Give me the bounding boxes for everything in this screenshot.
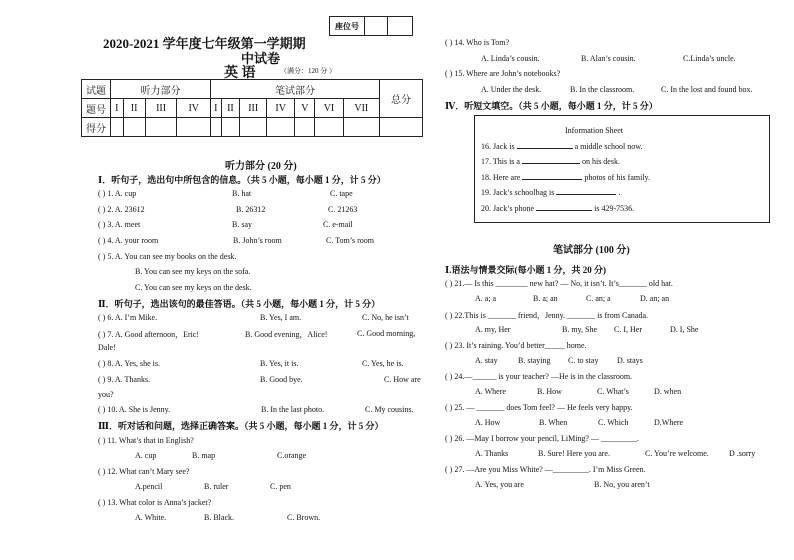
option-a: A. Yes, you are [475,480,524,489]
section4-title: Ⅳ．听短文填空。（共 5 小题，每小题 1 分，计 5 分） [445,101,658,111]
option-b: B. Black. [204,513,234,522]
blank-17[interactable] [522,163,580,164]
option-a: A. Thanks [475,449,509,458]
fill-suffix: a middle school now. [574,142,643,151]
option-b: B. In the last photo. [261,405,325,414]
question-3: ( ) 3. A. meet [98,220,141,229]
section3-title: Ⅲ．听对话和问题，选择正确答案。（共 5 小题，每小题 1 分，计 5 分） [98,421,384,431]
option-b: B. Sure! Here you are. [538,449,610,458]
option-b: B. staying [518,356,551,365]
col-header-total: 总分 [380,80,423,118]
option-b: B. Good bye. [260,375,303,384]
question-22: ( ) 22.This is _______ friend，Jenny. _______ is from Canada. [445,311,649,320]
option-c: C. Which [598,418,629,427]
listening-num: I [111,99,124,118]
question-9: ( ) 9. A. Thanks. [98,375,151,384]
score-table [81,79,423,137]
option-b: B. Alan’s cousin. [581,54,636,63]
option-b: B. map [192,451,216,460]
option-b: B. How [537,387,562,396]
score-cell[interactable] [267,118,295,137]
option-b: B. ruler [204,482,229,491]
option-a: A. my, Her [475,325,511,334]
option-a: A. Under the desk. [481,85,542,94]
option-c: C. How are [384,375,421,384]
col-header-listening: 听力部分 [111,80,211,99]
option-c: C. an; a [586,294,611,303]
question-21: ( ) 21.— Is this ________ new hat? — No, it isn’t. It’s_______ old hat. [445,279,673,288]
option-d: D .sorry [729,449,756,458]
col-header-item: 试题 [82,80,111,99]
score-cell[interactable] [380,118,423,137]
option-a: A. Where [475,387,506,396]
option-b: B. No, you aren’t [594,480,650,489]
option-a: A. cup [135,451,157,460]
option-b: B. my, She [562,325,598,334]
question-10: ( ) 10. A. She is Jenny. [98,405,171,414]
option-c-wrap: you? [98,390,114,399]
option-a: A.pencil [135,482,163,491]
question-24: ( ) 24.—______ is your teacher? —He is in the classroom. [445,372,633,381]
fill-line-19 [481,188,620,197]
listening-num: II [123,99,145,118]
option-b: B. say [232,220,252,229]
option-b: B. Yes, it is. [260,359,299,368]
question-2: ( ) 2. A. 23612 [98,205,145,214]
seat-number-box [329,16,413,36]
option-c: C. to stay [568,356,599,365]
option-c: C. e-mail [323,220,353,229]
option-c: C. tape [330,189,353,198]
score-cell[interactable] [295,118,315,137]
option-c: C. No, he isn’t [362,313,409,322]
fill-line-17 [481,157,620,166]
option-b: B. John’s room [233,236,282,245]
option-c: C. Good morning, [357,329,416,338]
score-cell[interactable] [177,118,211,137]
option-d: D. I, She [670,325,699,334]
question-1: ( ) 1. A. cup [98,189,137,198]
score-cell[interactable] [210,118,221,137]
question-25: ( ) 25. — _______ does Tom feel? — He feels very happy. [445,403,633,412]
fill-suffix: . [618,188,621,197]
option-a: A. stay [475,356,498,365]
score-note: （满分：120 分 ） [280,67,336,75]
fill-line-16 [481,142,642,151]
score-cell[interactable] [145,118,177,137]
option-b: B. When [539,418,568,427]
question-12: ( ) 12. What can’t Mary see? [98,467,190,476]
question-13: ( ) 13. What color is Anna’s jacket? [98,498,212,507]
blank-18[interactable] [522,179,582,180]
exam-title: 2020-2021 学年度七年级第一学期期 [103,36,306,51]
writing-num: I [210,99,221,118]
section1-title: Ⅰ．听句子，选出句中所包含的信息。（共 5 小题，每小题 1 分，计 5 分） [98,175,386,185]
listening-num: III [145,99,177,118]
writing-num: II [221,99,240,118]
writing-num: III [240,99,267,118]
option-c: C. Yes, he is. [362,359,404,368]
info-sheet-title: Information Sheet [565,126,623,135]
option-b: B. hat [232,189,252,198]
row-label-score: 得分 [82,118,111,137]
blank-19[interactable] [556,194,616,195]
score-cell[interactable] [111,118,124,137]
option-d: D. stays [617,356,643,365]
listening-num: IV [177,99,211,118]
score-cell[interactable] [240,118,267,137]
listening-heading: 听力部分 (20 分) [225,161,297,172]
option-b: B. You can see my keys on the sofa. [135,267,251,276]
option-d: D. when [654,387,682,396]
row-label-number: 题号 [82,99,111,118]
fill-suffix: on his desk. [581,157,620,166]
option-d: D. an; an [640,294,670,303]
option-b: B. Yes, I am. [260,313,302,322]
col-header-writing: 笔试部分 [210,80,379,99]
question-11: ( ) 11. What’s that in English? [98,436,194,445]
exam-subtitle: 中试卷 [241,51,281,66]
fill-suffix: photos of his family. [584,173,651,182]
score-cell[interactable] [343,118,379,137]
option-c: C. You’re welcome. [645,449,709,458]
option-c: C.orange [277,451,307,460]
option-b: B. Good evening，Alice! [245,330,328,339]
writing-heading: 笔试部分 (100 分) [553,245,630,256]
seat-label: 座位号 [330,17,365,36]
question-7: ( ) 7. A. Good afternoon，Eric! [98,330,200,339]
option-c: C. I, Her [614,325,642,334]
question-15: ( ) 15. Where are John’s notebooks? [445,69,561,78]
writing-num: VI [315,99,343,118]
blank-16[interactable] [517,148,573,149]
question-23: ( ) 23. It’s raining. You’d better_____ home. [445,341,587,350]
option-c: C. pen [270,482,291,491]
seat-cell[interactable] [388,17,413,36]
fill-prefix: 20. Jack’s phone [481,204,535,213]
option-c: C. Brown. [287,513,321,522]
question-26: ( ) 26. —May I borrow your pencil, LiMing? — _________. [445,434,639,443]
fill-prefix: 18. Here are [481,173,521,182]
question-6: ( ) 6. A. I’m Mike. [98,313,158,322]
option-c: C. 21263 [328,205,358,214]
option-a: A. White. [135,513,167,522]
question-27: ( ) 27. —Are you Miss White? —_________. I’m Miss Green. [445,465,646,474]
option-c: C. My cousins. [365,405,414,414]
question-5: ( ) 5. A. You can see my books on the desk. [98,252,237,261]
option-b: B. a; an [533,294,558,303]
question-8: ( ) 8. A. Yes, she is. [98,359,161,368]
fill-prefix: 16. Jack is [481,142,515,151]
score-cell[interactable] [221,118,240,137]
fill-prefix: 17. This is a [481,157,520,166]
option-c: C.Linda’s uncle. [683,54,736,63]
option-c: C. You can see my keys on the desk. [135,283,252,292]
score-cell[interactable] [315,118,343,137]
question-4: ( ) 4. A. your room [98,236,159,245]
fill-line-18 [481,173,650,182]
option-b: B. 26312 [236,205,266,214]
option-d: D.Where [654,418,684,427]
option-b: B. In the classroom. [570,85,635,94]
seat-cell[interactable] [365,17,388,36]
option-a: A. a; a [475,294,497,303]
fill-line-20 [481,204,634,213]
option-c-wrap: Dale! [98,343,116,352]
subject-title: 英 语 [224,66,256,81]
score-cell[interactable] [123,118,145,137]
option-a: A. Linda’s cousin. [481,54,540,63]
option-a: A. How [475,418,501,427]
writing-section1-title: Ⅰ.语法与情景交际(每小题 1 分，共 20 分) [445,265,606,275]
blank-20[interactable] [536,210,592,211]
option-c: C. What’s [597,387,629,396]
writing-num: VII [343,99,379,118]
question-14: ( ) 14. Who is Tom? [445,38,510,47]
fill-prefix: 19. Jack’s schoolbag is [481,188,555,197]
writing-num: IV [267,99,295,118]
option-c: C. In the lost and found box. [661,85,753,94]
writing-num: V [295,99,315,118]
option-c: C. Tom’s room [326,236,374,245]
fill-suffix: is 429-7536. [594,204,635,213]
section2-title: Ⅱ．听句子，选出该句的最佳答语。（共 5 小题，每小题 1 分，计 5 分） [98,299,381,309]
